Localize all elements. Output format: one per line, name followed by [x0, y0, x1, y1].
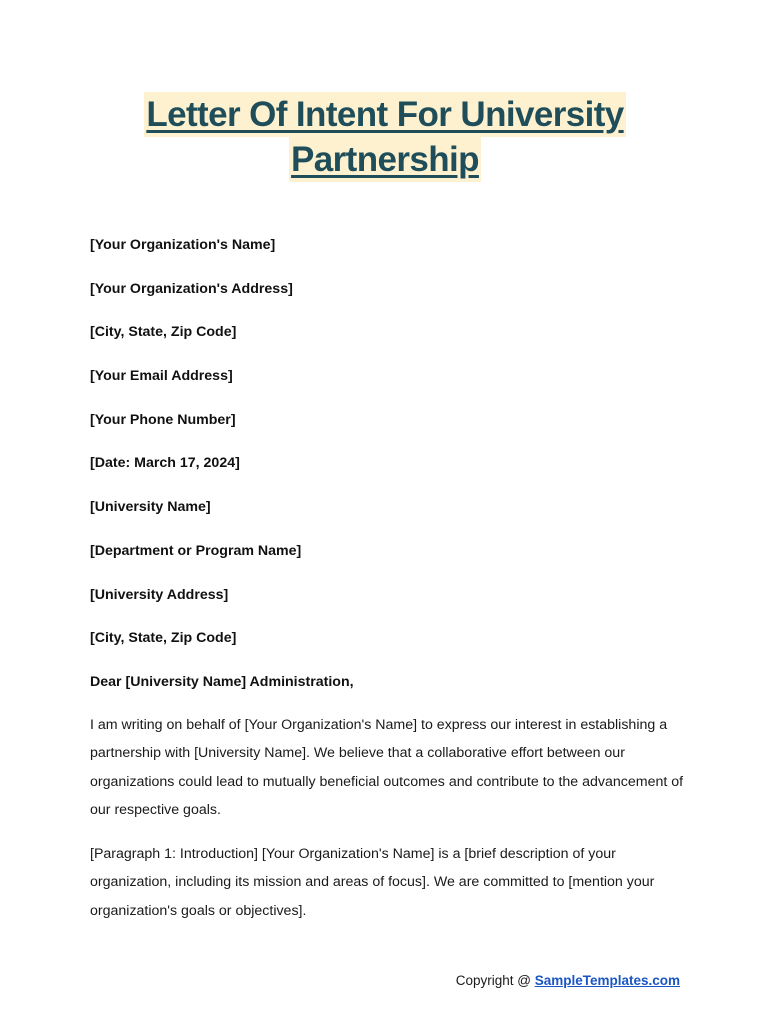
- organization-name-line: [Your Organization's Name]: [90, 237, 276, 253]
- body-paragraph-1: I am writing on behalf of [Your Organization's Name] to express our interest in establishing a partnership with [University Name]. We believe that a collaborative effort between our organizations could lead to mutually beneficial outcomes and contribute to the advancement of our respective goals.: [90, 717, 684, 818]
- university-city-line: [City, State, Zip Code]: [90, 630, 237, 647]
- title-line-1: Letter Of Intent For University: [144, 92, 625, 137]
- date-line: [Date: March 17, 2024]: [90, 455, 240, 472]
- sampletemplates-link[interactable]: SampleTemplates.com: [534, 973, 680, 988]
- salutation: Dear [University Name] Administration,: [90, 674, 354, 690]
- body-paragraph-2: [Paragraph 1: Introduction] [Your Organization's Name] is a [brief description of your organization, including its mission and areas of focus]. We are committed to [mention your organization's goals or objectives].: [90, 846, 655, 919]
- title-line-2: Partnership: [289, 137, 481, 182]
- document-title: [0, 92, 770, 182]
- organization-address-line: [Your Organization's Address]: [90, 280, 293, 297]
- organization-city-line: [City, State, Zip Code]: [90, 324, 237, 341]
- address-block: [90, 236, 690, 673]
- university-name-line: [University Name]: [90, 499, 211, 516]
- email-line: [Your Email Address]: [90, 368, 233, 385]
- copyright-footer: [0, 972, 680, 990]
- copyright-prefix: Copyright @: [455, 973, 535, 988]
- department-line: [Department or Program Name]: [90, 542, 302, 559]
- phone-line: [Your Phone Number]: [90, 411, 236, 428]
- university-address-line: [University Address]: [90, 586, 229, 603]
